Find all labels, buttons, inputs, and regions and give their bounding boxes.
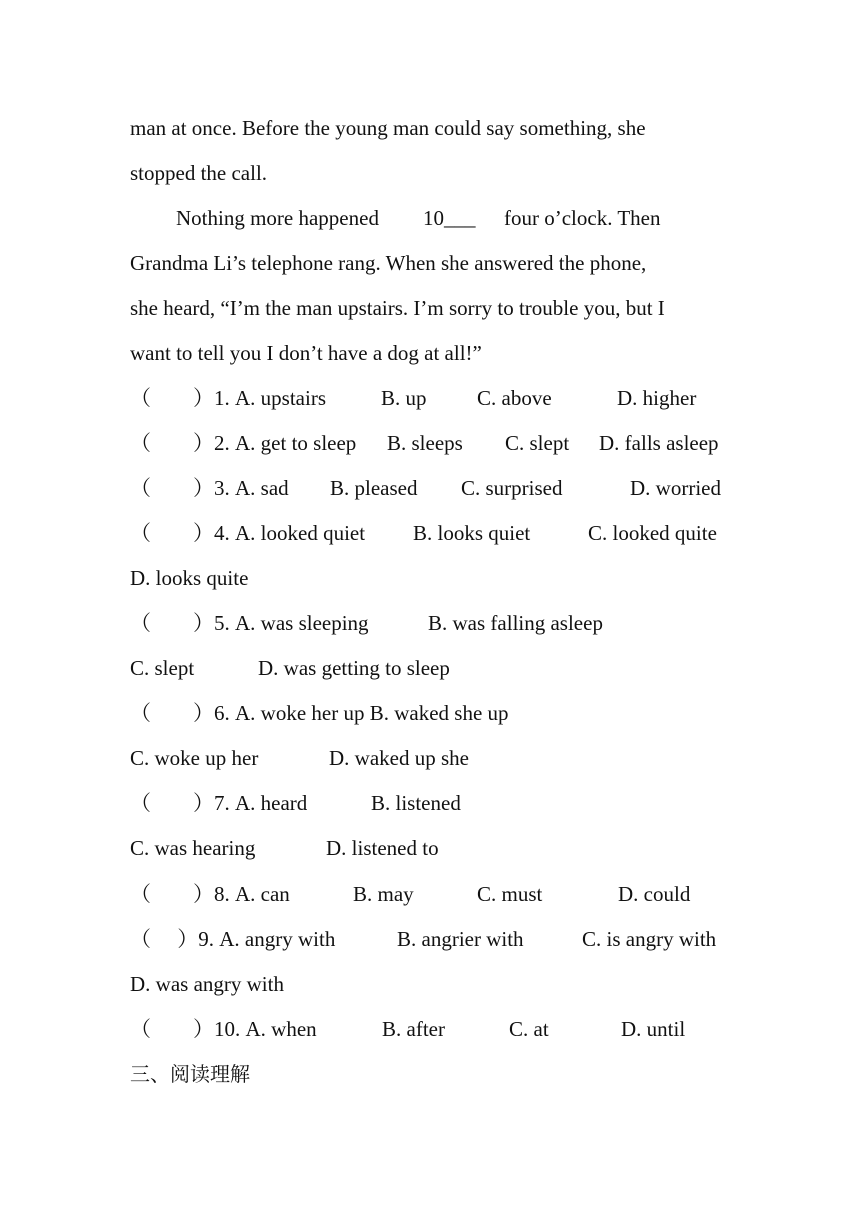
option-d: D. waked up she xyxy=(329,746,469,770)
option-c: C. surprised xyxy=(461,476,563,500)
section-heading: 三、阅读理解 xyxy=(130,1062,250,1086)
option-b: B. looks quiet xyxy=(413,521,531,545)
option-c: C. woke up her xyxy=(130,746,259,770)
passage-line-text: four o’clock. Then xyxy=(504,206,661,230)
option-d: D. until xyxy=(621,1017,686,1041)
option-d: D. falls asleep xyxy=(599,431,719,455)
question-prefix: （ ）7. A. heard xyxy=(130,791,308,815)
option-d: D. listened to xyxy=(326,836,439,860)
option-d: D. looks quite xyxy=(130,566,249,590)
option-b: B. after xyxy=(382,1017,445,1041)
option-d: D. was angry with xyxy=(130,972,284,996)
option-c: C. above xyxy=(477,386,552,410)
question-prefix: （ ）6. A. woke her up B. waked she up xyxy=(130,701,509,725)
option-b: B. listened xyxy=(371,791,461,815)
option-c: C. looked quite xyxy=(588,521,717,545)
option-c: C. at xyxy=(509,1017,549,1041)
option-c: C. slept xyxy=(505,431,570,455)
passage-line: stopped the call. xyxy=(130,161,268,185)
passage-line: want to tell you I don’t have a dog at all!” xyxy=(130,341,482,365)
passage-line: she heard, “I’m the man upstairs. I’m sorry to trouble you, but I xyxy=(130,296,665,320)
question-prefix: （ ）2. A. get to sleep xyxy=(130,431,357,455)
option-b: B. was falling asleep xyxy=(428,611,603,635)
option-c: C. is angry with xyxy=(582,927,717,951)
question-prefix: （ ）4. A. looked quiet xyxy=(130,521,366,545)
option-b: B. may xyxy=(353,882,414,906)
option-d: D. could xyxy=(618,882,691,906)
blank-number: 10___ xyxy=(423,206,476,230)
option-b: B. up xyxy=(381,386,427,410)
option-b: B. pleased xyxy=(330,476,418,500)
option-d: D. was getting to sleep xyxy=(258,656,450,680)
option-b: B. sleeps xyxy=(387,431,463,455)
question-prefix: （ ）10. A. when xyxy=(130,1017,317,1041)
option-d: D. worried xyxy=(630,476,721,500)
question-prefix: （ ）5. A. was sleeping xyxy=(130,611,369,635)
passage-line: Grandma Li’s telephone rang. When she answered the phone, xyxy=(130,251,647,275)
question-prefix: （ ）9. A. angry with xyxy=(130,927,336,951)
option-c: C. was hearing xyxy=(130,836,256,860)
passage-line-text: Nothing more happened xyxy=(176,206,379,230)
passage-line: man at once. Before the young man could say something, she xyxy=(130,116,646,140)
option-b: B. angrier with xyxy=(397,927,524,951)
option-d: D. higher xyxy=(617,386,697,410)
option-c: C. slept xyxy=(130,656,195,680)
option-c: C. must xyxy=(477,882,543,906)
question-prefix: （ ）8. A. can xyxy=(130,882,290,906)
question-prefix: （ ）1. A. upstairs xyxy=(130,386,326,410)
question-prefix: （ ）3. A. sad xyxy=(130,476,289,500)
